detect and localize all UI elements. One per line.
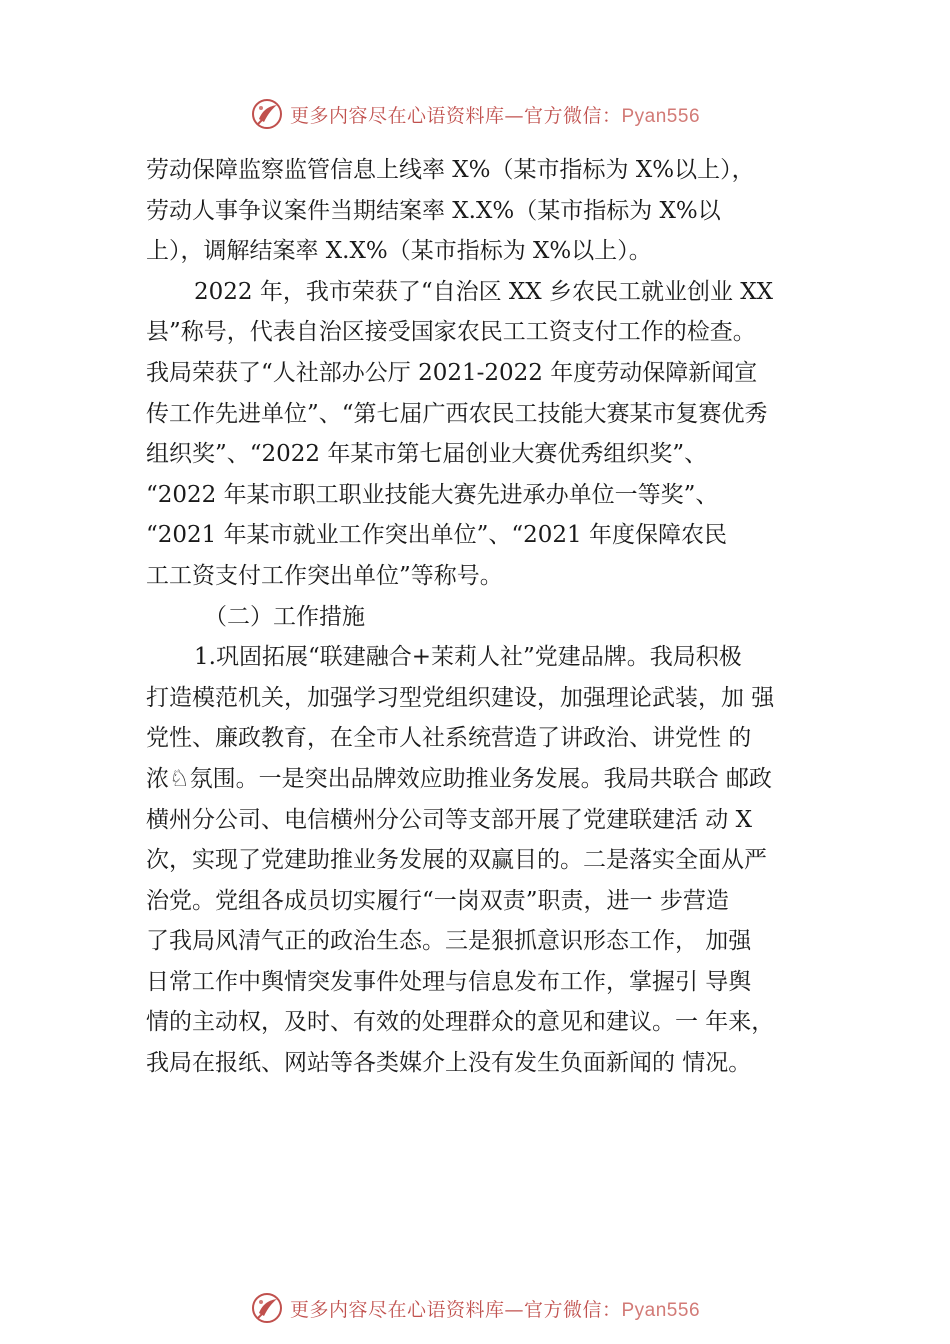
body-line: 劳动保障监察监管信息上线率 X%（某市指标为 X%以上）， <box>146 157 755 183</box>
body-line: 情的主动权，及时、有效的处理群众的意见和建议。一 年来， <box>146 1009 775 1036</box>
footer-banner <box>0 1288 950 1328</box>
body-line: 打造模范机关，加强学习型党组织建设，加强理论武装，加 强 <box>146 684 775 711</box>
paragraph-start-line: 1.巩固拓展“联建融合+茉莉人社”党建品牌。我局积极 <box>194 644 742 671</box>
banner-wechat-id: Pyan556 <box>621 105 701 127</box>
banner-wechat-id: Pyan556 <box>621 1299 701 1321</box>
body-line: 我局在报纸、网站等各类媒介上没有发生负面新闻的 情况。 <box>146 1050 752 1077</box>
body-line: “2022 年某市职工职业技能大赛先进承办单位一等奖”、 <box>146 481 719 508</box>
body-line: 工工资支付工作突出单位”等称号。 <box>146 562 503 589</box>
body-line: 日常工作中舆情突发事件处理与信息发布工作，掌握引 导舆 <box>146 968 752 995</box>
body-line: 浓♘氛围。一是突出品牌效应助推业务发展。我局共联合 邮政 <box>146 765 772 792</box>
logo-icon <box>250 1291 284 1325</box>
body-line: 组织奖”、“2022 年某市第七届创业大赛优秀组织奖”、 <box>146 441 708 468</box>
body-line: 次，实现了党建助推业务发展的双赢目的。二是落实全面从严 <box>146 847 767 874</box>
paragraph-start-line: 2022 年，我市荣获了“自治区 XX 乡农民工就业创业 XX <box>194 278 774 305</box>
logo-icon <box>250 97 284 131</box>
body-line: 传工作先进单位”、“第七届广西农民工技能大赛某市复赛优秀 <box>146 400 768 427</box>
body-line: 劳动人事争议案件当期结案率 X.X%（某市指标为 X%以 <box>146 197 721 224</box>
banner-text: 更多内容尽在心语资料库—官方微信：Pyan556 <box>289 104 701 127</box>
body-line: “2021 年某市就业工作突出单位”、“2021 年度保障农民 <box>146 522 727 549</box>
body-line: 横州分公司、电信横州分公司等支部开展了党建联建活 动 X <box>146 806 752 833</box>
body-line: 我局荣获了“人社部办公厅 2021-2022 年度劳动保障新闻宣 <box>146 359 758 386</box>
body-line: 上），调解结案率 X.X%（某市指标为 X%以上）。 <box>146 238 652 265</box>
banner-text: 更多内容尽在心语资料库—官方微信：Pyan556 <box>289 1298 701 1321</box>
body-line: 治党。党组各成员切实履行“一岗双责”职责，进一 步营造 <box>146 887 729 914</box>
section-heading: （二）工作措施 <box>204 603 365 630</box>
body-line: 党性、廉政教育，在全市人社系统营造了讲政治、讲党性 的 <box>146 725 752 752</box>
body-line: 了我局风清气正的政治生态。三是狠抓意识形态工作， 加强 <box>146 928 752 955</box>
header-banner <box>0 94 950 134</box>
body-line: 县”称号，代表自治区接受国家农民工工资支付工作的检查。 <box>146 319 756 346</box>
document-body <box>146 150 836 1084</box>
